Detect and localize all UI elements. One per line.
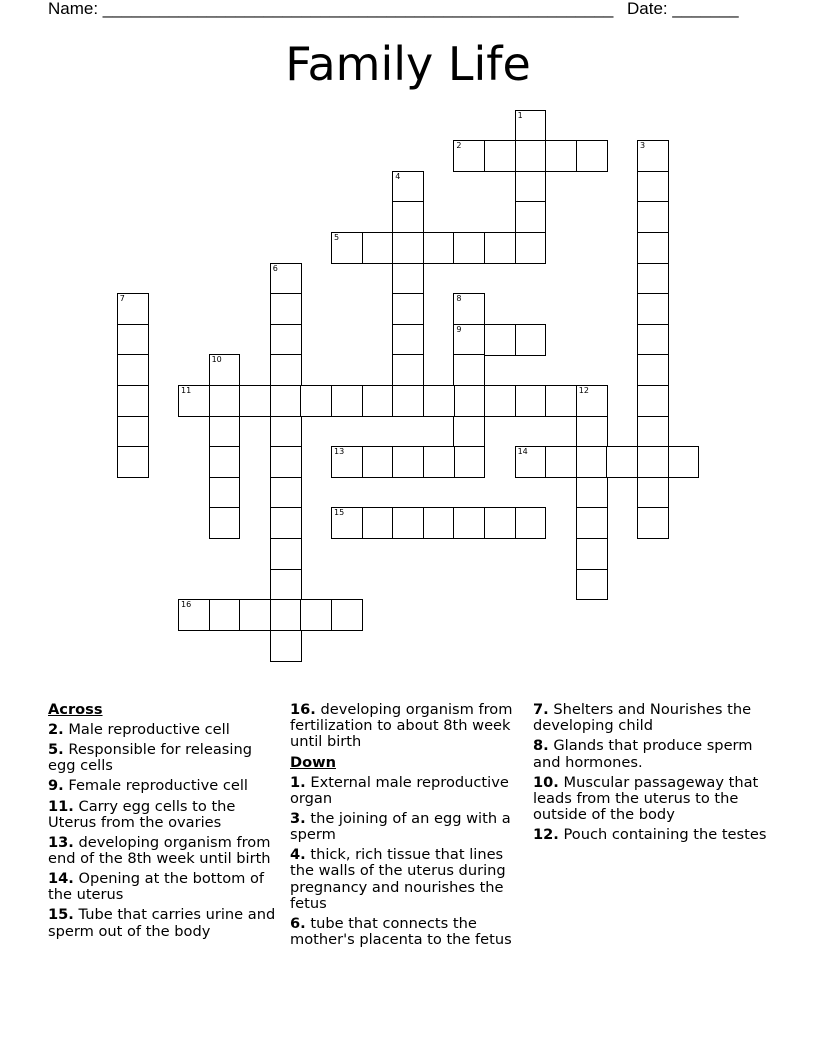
crossword-cell[interactable] xyxy=(117,446,149,478)
crossword-cell[interactable] xyxy=(637,201,669,233)
clue-down-4: 4. thick, rich tissue that lines the walls of the uterus during pregnancy and nourishes the fetus xyxy=(290,846,506,912)
crossword-cell[interactable] xyxy=(545,446,577,478)
crossword-cell[interactable] xyxy=(209,507,241,539)
crossword-cell[interactable] xyxy=(484,507,516,539)
clue-number-label: 1 xyxy=(517,110,523,120)
crossword-cell[interactable] xyxy=(423,507,455,539)
crossword-cell[interactable] xyxy=(270,569,302,601)
clue-number-label: 9 xyxy=(456,324,462,334)
crossword-cell[interactable] xyxy=(392,446,424,478)
clue-across-13: 13. developing organism from end of the 8th week until birth xyxy=(48,833,271,868)
clue-down-10: 10. Muscular passageway that leads from the uterus to the outside of the body xyxy=(533,773,759,823)
crossword-cell[interactable] xyxy=(117,354,149,386)
clue-number-label: 7 xyxy=(119,294,125,304)
crossword-cell[interactable] xyxy=(453,507,485,539)
crossword-cell[interactable] xyxy=(576,569,608,601)
crossword-cell[interactable] xyxy=(270,263,302,295)
crossword-cell[interactable] xyxy=(392,201,424,233)
crossword-cell[interactable] xyxy=(392,354,424,386)
clue-down-7: 7. Shelters and Nourishes the developing child xyxy=(533,701,752,735)
crossword-cell[interactable] xyxy=(637,507,669,539)
clue-number-label: 14 xyxy=(517,447,528,457)
down-heading: Down xyxy=(290,753,337,771)
crossword-cell[interactable] xyxy=(300,385,332,417)
crossword-cell[interactable] xyxy=(239,385,271,417)
clue-down-6: 6. tube that connects the mother's placenta to the fetus xyxy=(290,914,512,949)
clue-across-11: 11. Carry egg cells to the Uterus from the ovaries xyxy=(48,797,236,831)
crossword-cell[interactable] xyxy=(392,263,424,295)
crossword-cell[interactable] xyxy=(515,110,547,142)
crossword-cell[interactable] xyxy=(545,140,577,172)
crossword-cell[interactable] xyxy=(576,446,608,478)
crossword-cell[interactable] xyxy=(453,416,485,448)
crossword-cell[interactable] xyxy=(331,446,363,478)
crossword-cell[interactable] xyxy=(362,232,394,264)
crossword-cell[interactable] xyxy=(576,385,608,417)
clue-across-15: 15. Tube that carries urine and sperm out of the body xyxy=(48,906,276,940)
crossword-cell[interactable] xyxy=(637,446,669,478)
clue-number-label: 15 xyxy=(334,508,345,518)
crossword-cell[interactable] xyxy=(484,385,516,417)
crossword-cell[interactable] xyxy=(637,171,669,203)
clue-number-label: 16 xyxy=(181,600,192,610)
crossword-cell[interactable] xyxy=(331,232,363,264)
clue-across-2: 2. Male reproductive cell xyxy=(48,721,230,739)
crossword-cell[interactable] xyxy=(392,324,424,356)
clue-down-12: 12. Pouch containing the testes xyxy=(533,826,767,844)
crossword-cell[interactable] xyxy=(484,140,516,172)
crossword-cell[interactable] xyxy=(453,293,485,325)
crossword-cell[interactable] xyxy=(545,385,577,417)
clue-column-3 xyxy=(533,702,769,847)
clue-number-label: 5 xyxy=(334,233,340,242)
clue-number-label: 10 xyxy=(211,355,222,365)
clue-across-9: 9. Female reproductive cell xyxy=(48,777,248,795)
crossword-cell[interactable] xyxy=(515,201,547,233)
crossword-cell[interactable] xyxy=(576,507,608,539)
crossword-cell[interactable] xyxy=(270,477,302,509)
crossword-cell[interactable] xyxy=(209,385,241,417)
crossword-cell[interactable] xyxy=(270,324,302,356)
crossword-cell[interactable] xyxy=(331,507,363,539)
clue-number-label: 3 xyxy=(640,141,646,151)
clue-number-label: 11 xyxy=(181,386,192,395)
crossword-cell[interactable] xyxy=(515,385,547,417)
clue-down-3: 3. the joining of an egg with a sperm xyxy=(290,809,511,844)
clue-number-label: 13 xyxy=(334,447,345,457)
crossword-cell[interactable] xyxy=(209,477,241,509)
crossword-cell[interactable] xyxy=(637,416,669,448)
crossword-cell[interactable] xyxy=(331,599,363,631)
crossword-cell[interactable] xyxy=(484,324,516,356)
crossword-cell[interactable] xyxy=(515,171,547,203)
clue-number-label: 12 xyxy=(578,386,589,395)
crossword-cell[interactable] xyxy=(392,293,424,325)
crossword-cell[interactable] xyxy=(300,599,332,631)
clue-number-label: 6 xyxy=(272,263,278,273)
crossword-cell[interactable] xyxy=(637,385,669,417)
crossword-cell[interactable] xyxy=(515,324,547,356)
name-field-label[interactable]: Name: ______________________________________________________ xyxy=(48,0,614,18)
crossword-cell[interactable] xyxy=(270,293,302,325)
crossword-cell[interactable] xyxy=(270,385,302,417)
crossword-cell[interactable] xyxy=(637,477,669,509)
crossword-cell[interactable] xyxy=(576,140,608,172)
crossword-cell[interactable] xyxy=(453,385,485,417)
crossword-cell[interactable] xyxy=(178,385,210,417)
crossword-cell[interactable] xyxy=(362,507,394,539)
crossword-cell[interactable] xyxy=(392,232,424,264)
crossword-cell[interactable] xyxy=(515,232,547,264)
clue-number-label: 4 xyxy=(395,171,401,181)
crossword-cell[interactable] xyxy=(637,140,669,172)
clue-across-16: 16. developing organism from fertilization to about 8th week until birth xyxy=(290,701,513,751)
crossword-cell[interactable] xyxy=(637,354,669,386)
crossword-cell[interactable] xyxy=(423,385,455,417)
crossword-cell[interactable] xyxy=(209,599,241,631)
crossword-cell[interactable] xyxy=(270,599,302,631)
crossword-cell[interactable] xyxy=(270,416,302,448)
crossword-cell[interactable] xyxy=(270,507,302,539)
crossword-cell[interactable] xyxy=(117,293,149,325)
crossword-cell[interactable] xyxy=(453,446,485,478)
clue-number-label: 8 xyxy=(456,294,462,304)
crossword-cell[interactable] xyxy=(606,446,638,478)
crossword-cell[interactable] xyxy=(392,171,424,203)
clue-column-2 xyxy=(290,702,526,952)
clue-down-1: 1. External male reproductive organ xyxy=(290,773,509,807)
crossword-cell[interactable] xyxy=(484,232,516,264)
crossword-cell[interactable] xyxy=(209,354,241,386)
crossword-cell[interactable] xyxy=(239,599,271,631)
crossword-cell[interactable] xyxy=(270,538,302,570)
crossword-cell[interactable] xyxy=(637,324,669,356)
crossword-cell[interactable] xyxy=(637,232,669,264)
clue-down-8: 8. Glands that produce sperm and hormones. xyxy=(533,737,753,771)
crossword-cell[interactable] xyxy=(270,446,302,478)
crossword-cell[interactable] xyxy=(637,263,669,295)
crossword-cell[interactable] xyxy=(453,324,485,356)
page-title: Family Life xyxy=(285,37,531,91)
crossword-cell[interactable] xyxy=(117,385,149,417)
crossword-cell[interactable] xyxy=(453,140,485,172)
crossword-cell[interactable] xyxy=(270,630,302,662)
crossword-cell[interactable] xyxy=(453,354,485,386)
crossword-cell[interactable] xyxy=(668,446,700,478)
crossword-cell[interactable] xyxy=(576,538,608,570)
crossword-cell[interactable] xyxy=(270,354,302,386)
crossword-cell[interactable] xyxy=(392,507,424,539)
across-heading: Across xyxy=(48,701,103,718)
crossword-cell[interactable] xyxy=(637,293,669,325)
crossword-cell[interactable] xyxy=(515,140,547,172)
crossword-cell[interactable] xyxy=(423,232,455,264)
clue-across-14: 14. Opening at the bottom of the uterus xyxy=(48,870,265,904)
crossword-cell[interactable] xyxy=(423,446,455,478)
crossword-cell[interactable] xyxy=(515,507,547,539)
crossword-cell[interactable] xyxy=(576,416,608,448)
crossword-cell[interactable] xyxy=(392,385,424,417)
clue-number-label: 2 xyxy=(456,141,462,151)
clue-across-5: 5. Responsible for releasing egg cells xyxy=(48,741,252,775)
crossword-cell[interactable] xyxy=(362,385,394,417)
crossword-cell[interactable] xyxy=(453,232,485,264)
crossword-cell[interactable] xyxy=(576,477,608,509)
crossword-cell[interactable] xyxy=(117,324,149,356)
crossword-cell[interactable] xyxy=(515,446,547,478)
crossword-cell[interactable] xyxy=(362,446,394,478)
crossword-cell[interactable] xyxy=(117,416,149,448)
date-field-label[interactable]: Date: _______ xyxy=(627,0,739,18)
crossword-cell[interactable] xyxy=(209,416,241,448)
crossword-cell[interactable] xyxy=(331,385,363,417)
clue-column-1 xyxy=(48,702,284,944)
crossword-cell[interactable] xyxy=(209,446,241,478)
crossword-cell[interactable] xyxy=(178,599,210,631)
